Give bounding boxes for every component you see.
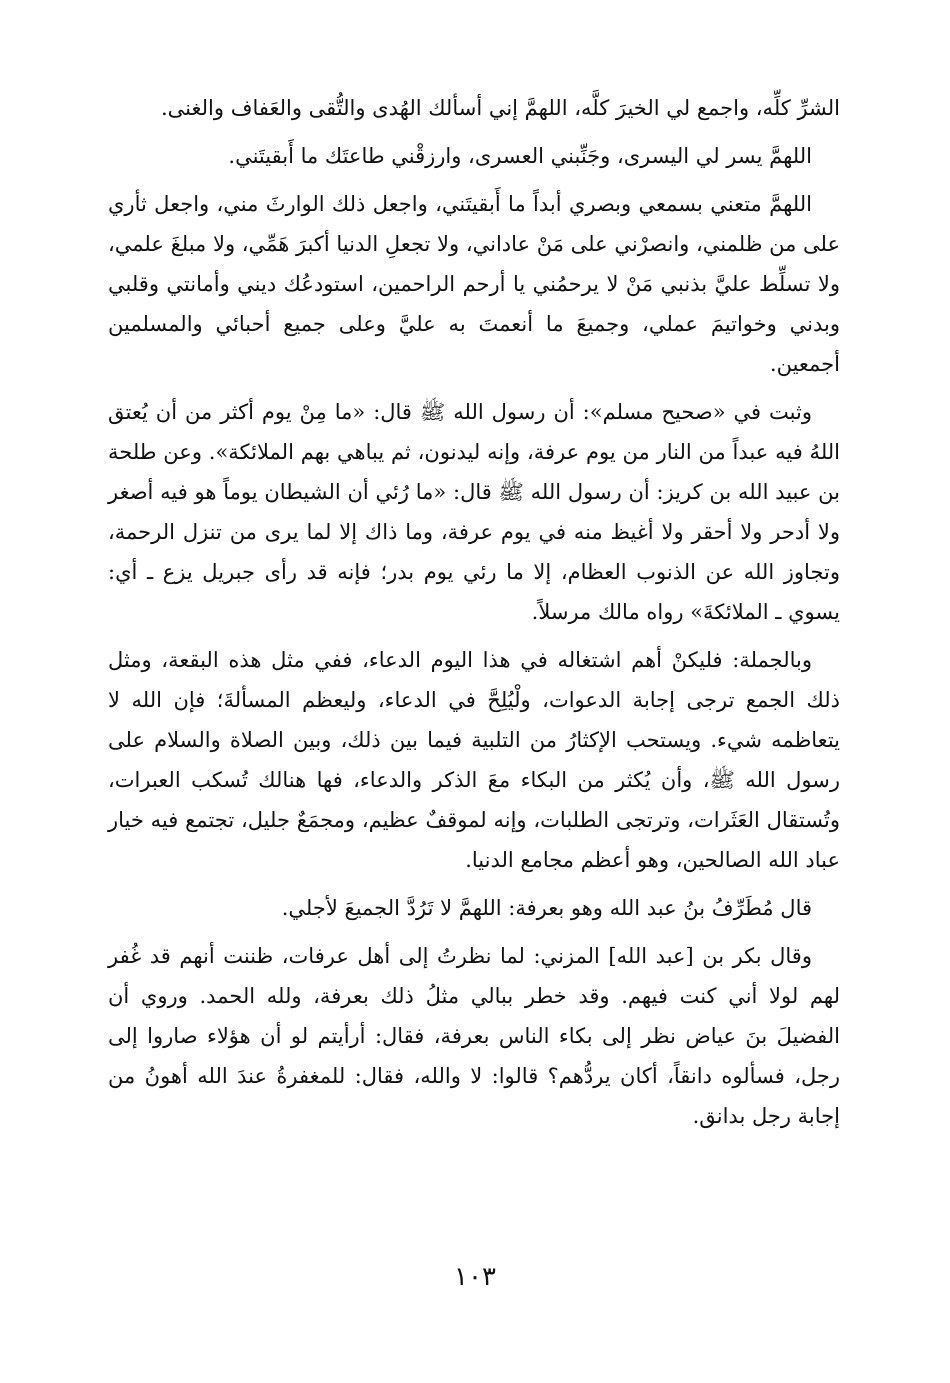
paragraph-7: وقال بكر بن [عبد الله] المزني: لما نظرتُ إلى أهل عرفات، ظننت أنهم قد غُفر لهم لولا أني كنت فيهم. وقد خطر ببالي مثلُ ذلك بعرفة، ولله الحمد. وروي أن الفضيلَ بنَ عياض نظر إلى بكاء الناس بعرفة، فقال: أرأيتم لو أن هؤلاء صاروا إلى رجل، فسألوه دانقاً، أكان يردُّهم؟ قالوا: لا والله، فقال: للمغفرةُ عندَ الله أهونُ من إجابة رجل بدانق. [108,944,840,1128]
paragraph-5: وبالجملة: فليكنْ أهم اشتغاله في هذا اليوم الدعاء، ففي مثل هذه البقعة، ومثل ذلك الجمع ترجى إجابة الدعوات، ولْيُلِحَّ في الدعاء، وليعظم المسألةَ؛ فإن الله لا يتعاظمه شيء. ويستحب الإكثارُ من التلبية فيما بين ذلك، وبين الصلاة والسلام على رسول الله ﷺ، وأن يُكثر من البكاء معَ الذكر والدعاء، فها هنالك تُسكب العبرات، وتُستقال العَثَرات، وترتجى الطلبات، وإنه لموقفٌ عظيم، ومجمَعٌ جليل، تجتمع فيه خيار عباد الله الصالحين، وهو أعظم مجامع الدنيا. [108,648,840,872]
paragraph-3: اللهمَّ متعني بسمعي وبصري أبداً ما أَبقيتَني، واجعل ذلك الوارثَ مني، واجعل ثأري على من ظلمني، وانصرْني على مَنْ عاداني، ولا تجعلِ الدنيا أكبرَ هَمِّي، ولا مبلغَ علمي، ولا تسلِّط عليَّ بذنبي مَنْ لا يرحمُني يا أرحم الراحمين، استودعُك ديني وأمانتي وقلبي وبدني وخواتيمَ عملي، وجميعَ ما أنعمتَ به عليَّ وعلى جميع أحبائي والمسلمين أجمعين. [108,192,840,376]
paragraph-6: قال مُطَرِّفُ بنُ عبد الله وهو بعرفة: اللهمَّ لا تَرُدَّ الجميعَ لأجلي. [281,896,812,920]
paragraph-4: وثبت في «صحيح مسلم»: أن رسول الله ﷺ قال: «ما مِنْ يوم أكثر من أن يُعتق اللهُ فيه عبداً من النار من يوم عرفة، وإنه ليدنون، ثم يباهي بهم الملائكة». وعن طلحة بن عبيد الله بن كريز: أن رسول الله ﷺ قال: «ما رُئي أن الشيطان يوماً هو فيه أصغر ولا أدحر ولا أحقر ولا أغيظ منه في يوم عرفة، وما ذاك إلا لما يرى من تنزل الرحمة، وتجاوز الله عن الذنوب العظام، إلا ما رئي يوم بدر؛ فإنه قد رأى جبريل يزع ـ أي: يسوي ـ الملائكةَ» رواه مالك مرسلاً. [108,400,840,624]
body-text [108,88,840,1144]
page-number: ١٠٣ [454,1262,496,1292]
paragraph-2: اللهمَّ يسر لي اليسرى، وجَنِّبني العسرى، وارزقْني طاعتَك ما أَبقيتَني. [228,144,812,168]
paragraph-1: الشرِّ كلِّه، واجمع لي الخيرَ كلَّه، اللهمَّ إني أسألك الهُدى والتُّقى والعَفاف والغنى. [161,96,840,120]
